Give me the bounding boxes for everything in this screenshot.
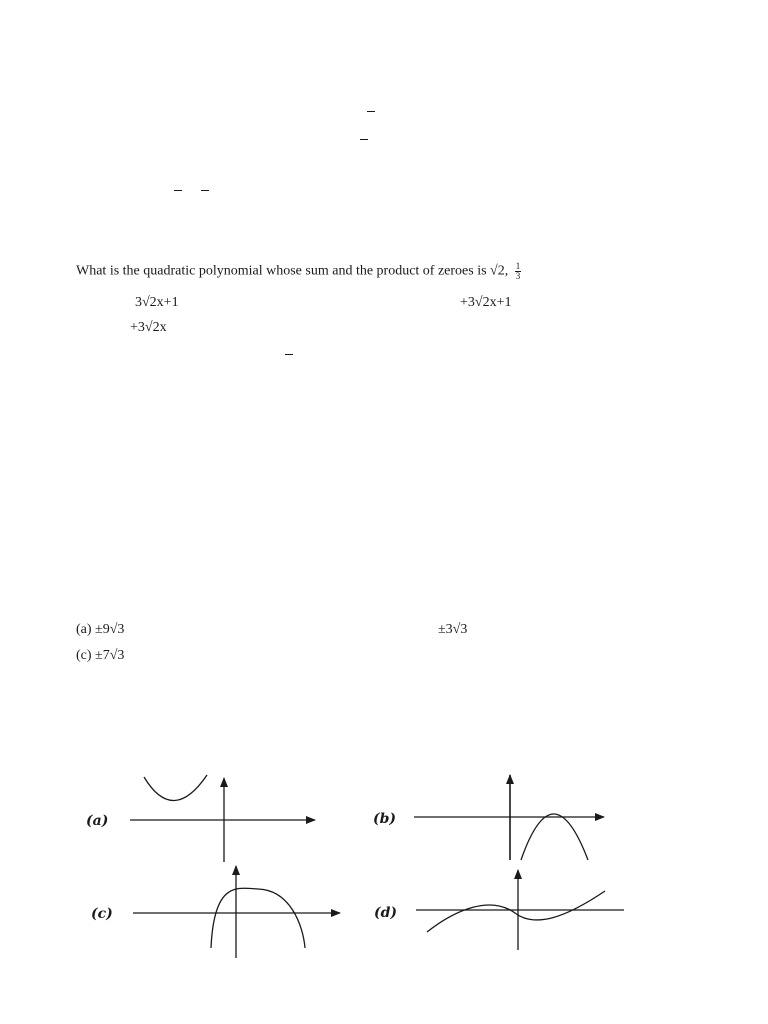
choice-c: (c) ±7√3 bbox=[76, 648, 125, 663]
downward-parabola-curve bbox=[211, 888, 305, 948]
graph-d bbox=[374, 870, 624, 950]
choice-a: (a) ±9√3 bbox=[76, 622, 125, 637]
downward-parabola-curve bbox=[521, 814, 588, 860]
graph-a-label: (a) bbox=[86, 813, 109, 829]
question-prompt: What is the quadratic polynomial whose sum and the product of zeroes is √2, bbox=[76, 263, 509, 279]
graph-d-label: (d) bbox=[374, 905, 398, 921]
option-a-text: 3√2x+1 bbox=[135, 295, 179, 310]
option-c-text: +3√2x bbox=[130, 320, 167, 335]
fraction-denominator: 3 bbox=[515, 271, 521, 281]
graph-c bbox=[91, 866, 340, 958]
choice-b: ±3√3 bbox=[438, 622, 468, 637]
option-b-text: +3√2x+1 bbox=[460, 295, 512, 310]
fraction-numerator: 1 bbox=[515, 261, 521, 271]
graph-b bbox=[373, 775, 604, 860]
cubic-curve bbox=[427, 891, 605, 932]
upward-parabola-curve bbox=[144, 775, 207, 801]
graph-c-label: (c) bbox=[91, 906, 113, 922]
graph-b-label: (b) bbox=[373, 811, 397, 827]
graph-a bbox=[86, 775, 315, 862]
